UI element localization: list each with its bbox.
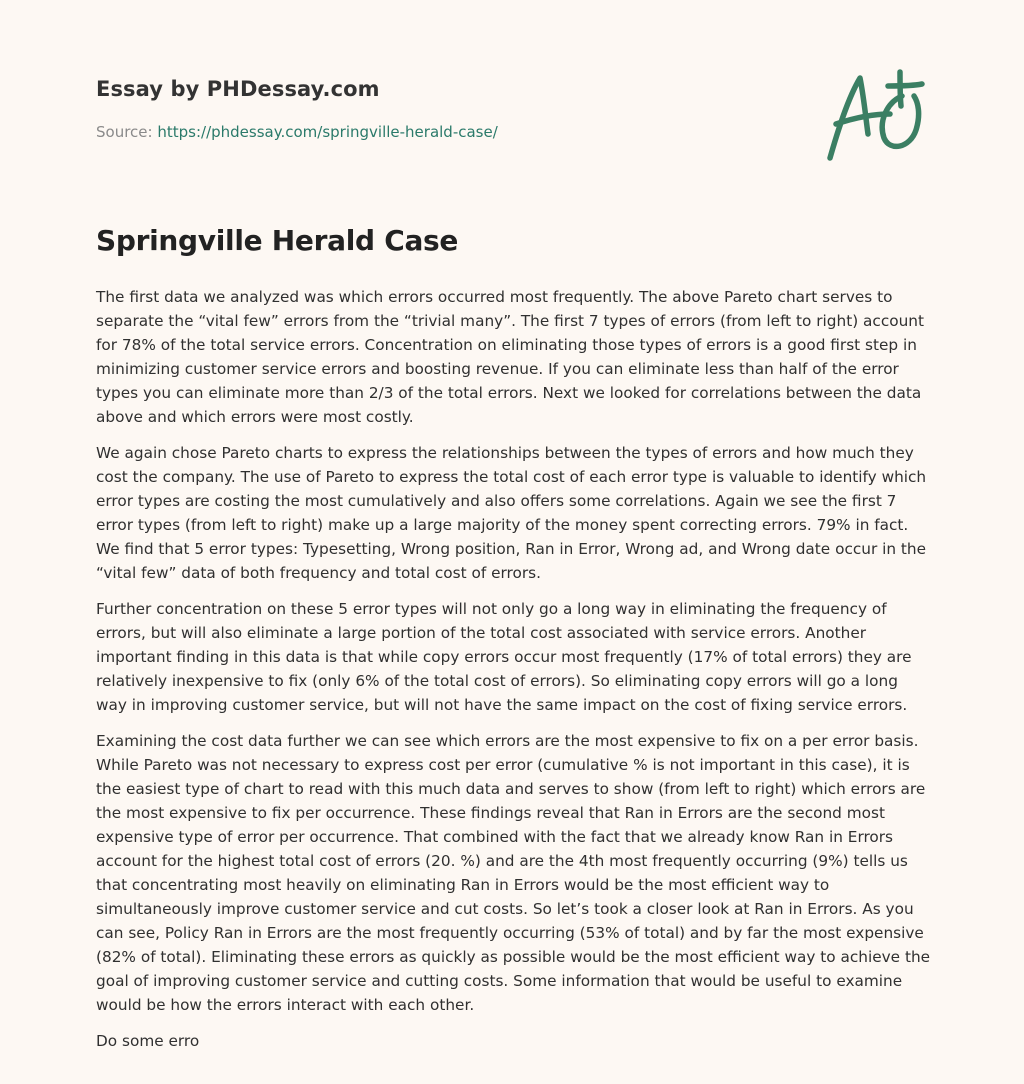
- paragraph: We again chose Pareto charts to express the relationships between the types of errors and how much they cost the company. The use of Pareto to express the total cost of each error type is valuable to identify which error types are costing the most cumulatively and also offers some correlations. Again we see the first 7 error types (from left to right) make up a large majority of the money spent correcting errors. 79% in fact. We find that 5 error types: Typesetting, Wrong position, Ran in Error, Wrong ad, and Wrong date occur in the “vital few” data of both frequency and total cost of errors.: [96, 444, 927, 582]
- paragraph: Examining the cost data further we can see which errors are the most expensive to fix on a per error basis. While Pareto was not necessary to express cost per error (cumulative % is not important in this case), it is the easiest type of chart to read with this much data and serves to show (from left to right) which errors are the most expensive to fix per occurrence. These findings reveal that Ran in Errors are the second most expensive type of error per occurrence. That combined with the fact that we already know Ran in Errors account for the highest total cost of errors (20. %) and are the 4th most frequently occurring (9%) tells us that concentrating most heavily on eliminating Ran in Errors would be the most efficient way to simultaneously improve customer service and cut costs. So let’s took a closer look at Ran in Errors. As you can see, Policy Ran in Errors are the most frequently occurring (53% of total) and by far the most expensive (82% of total). Eliminating these errors as quickly as possible would be the most efficient way to achieve the goal of improving customer service and cutting costs. Some information that would be useful to examine would be how the errors interact with each other.: [96, 732, 931, 1014]
- a-plus-logo-icon: [826, 68, 926, 164]
- essay-body: [96, 285, 932, 1065]
- source-link[interactable]: https://phdessay.com/springville-herald-case/: [157, 123, 498, 141]
- source-line: [96, 123, 498, 141]
- source-label: Source:: [96, 123, 153, 141]
- paragraph: The first data we analyzed was which errors occurred most frequently. The above Pareto chart serves to separate the “vital few” errors from the “trivial many”. The first 7 types of errors (from left to right) account for 78% of the total service errors. Concentration on eliminating those types of errors is a good first step in minimizing customer service errors and boosting revenue. If you can eliminate less than half of the error types you can eliminate more than 2/3 of the total errors. Next we looked for correlations between the data above and which errors were most costly.: [96, 288, 924, 426]
- essay-title: Springville Herald Case: [96, 224, 459, 257]
- site-brand: Essay by PHDessay.com: [96, 77, 380, 101]
- paragraph: Do some erro: [96, 1032, 200, 1050]
- paragraph: Further concentration on these 5 error types will not only go a long way in eliminating the frequency of errors, but will also eliminate a large portion of the total cost associated with service errors. Another important finding in this data is that while copy errors occur most frequently (17% of total errors) they are relatively inexpensive to fix (only 6% of the total cost of errors). So eliminating copy errors will go a long way in improving customer service, but will not have the same impact on the cost of fixing service errors.: [96, 600, 912, 714]
